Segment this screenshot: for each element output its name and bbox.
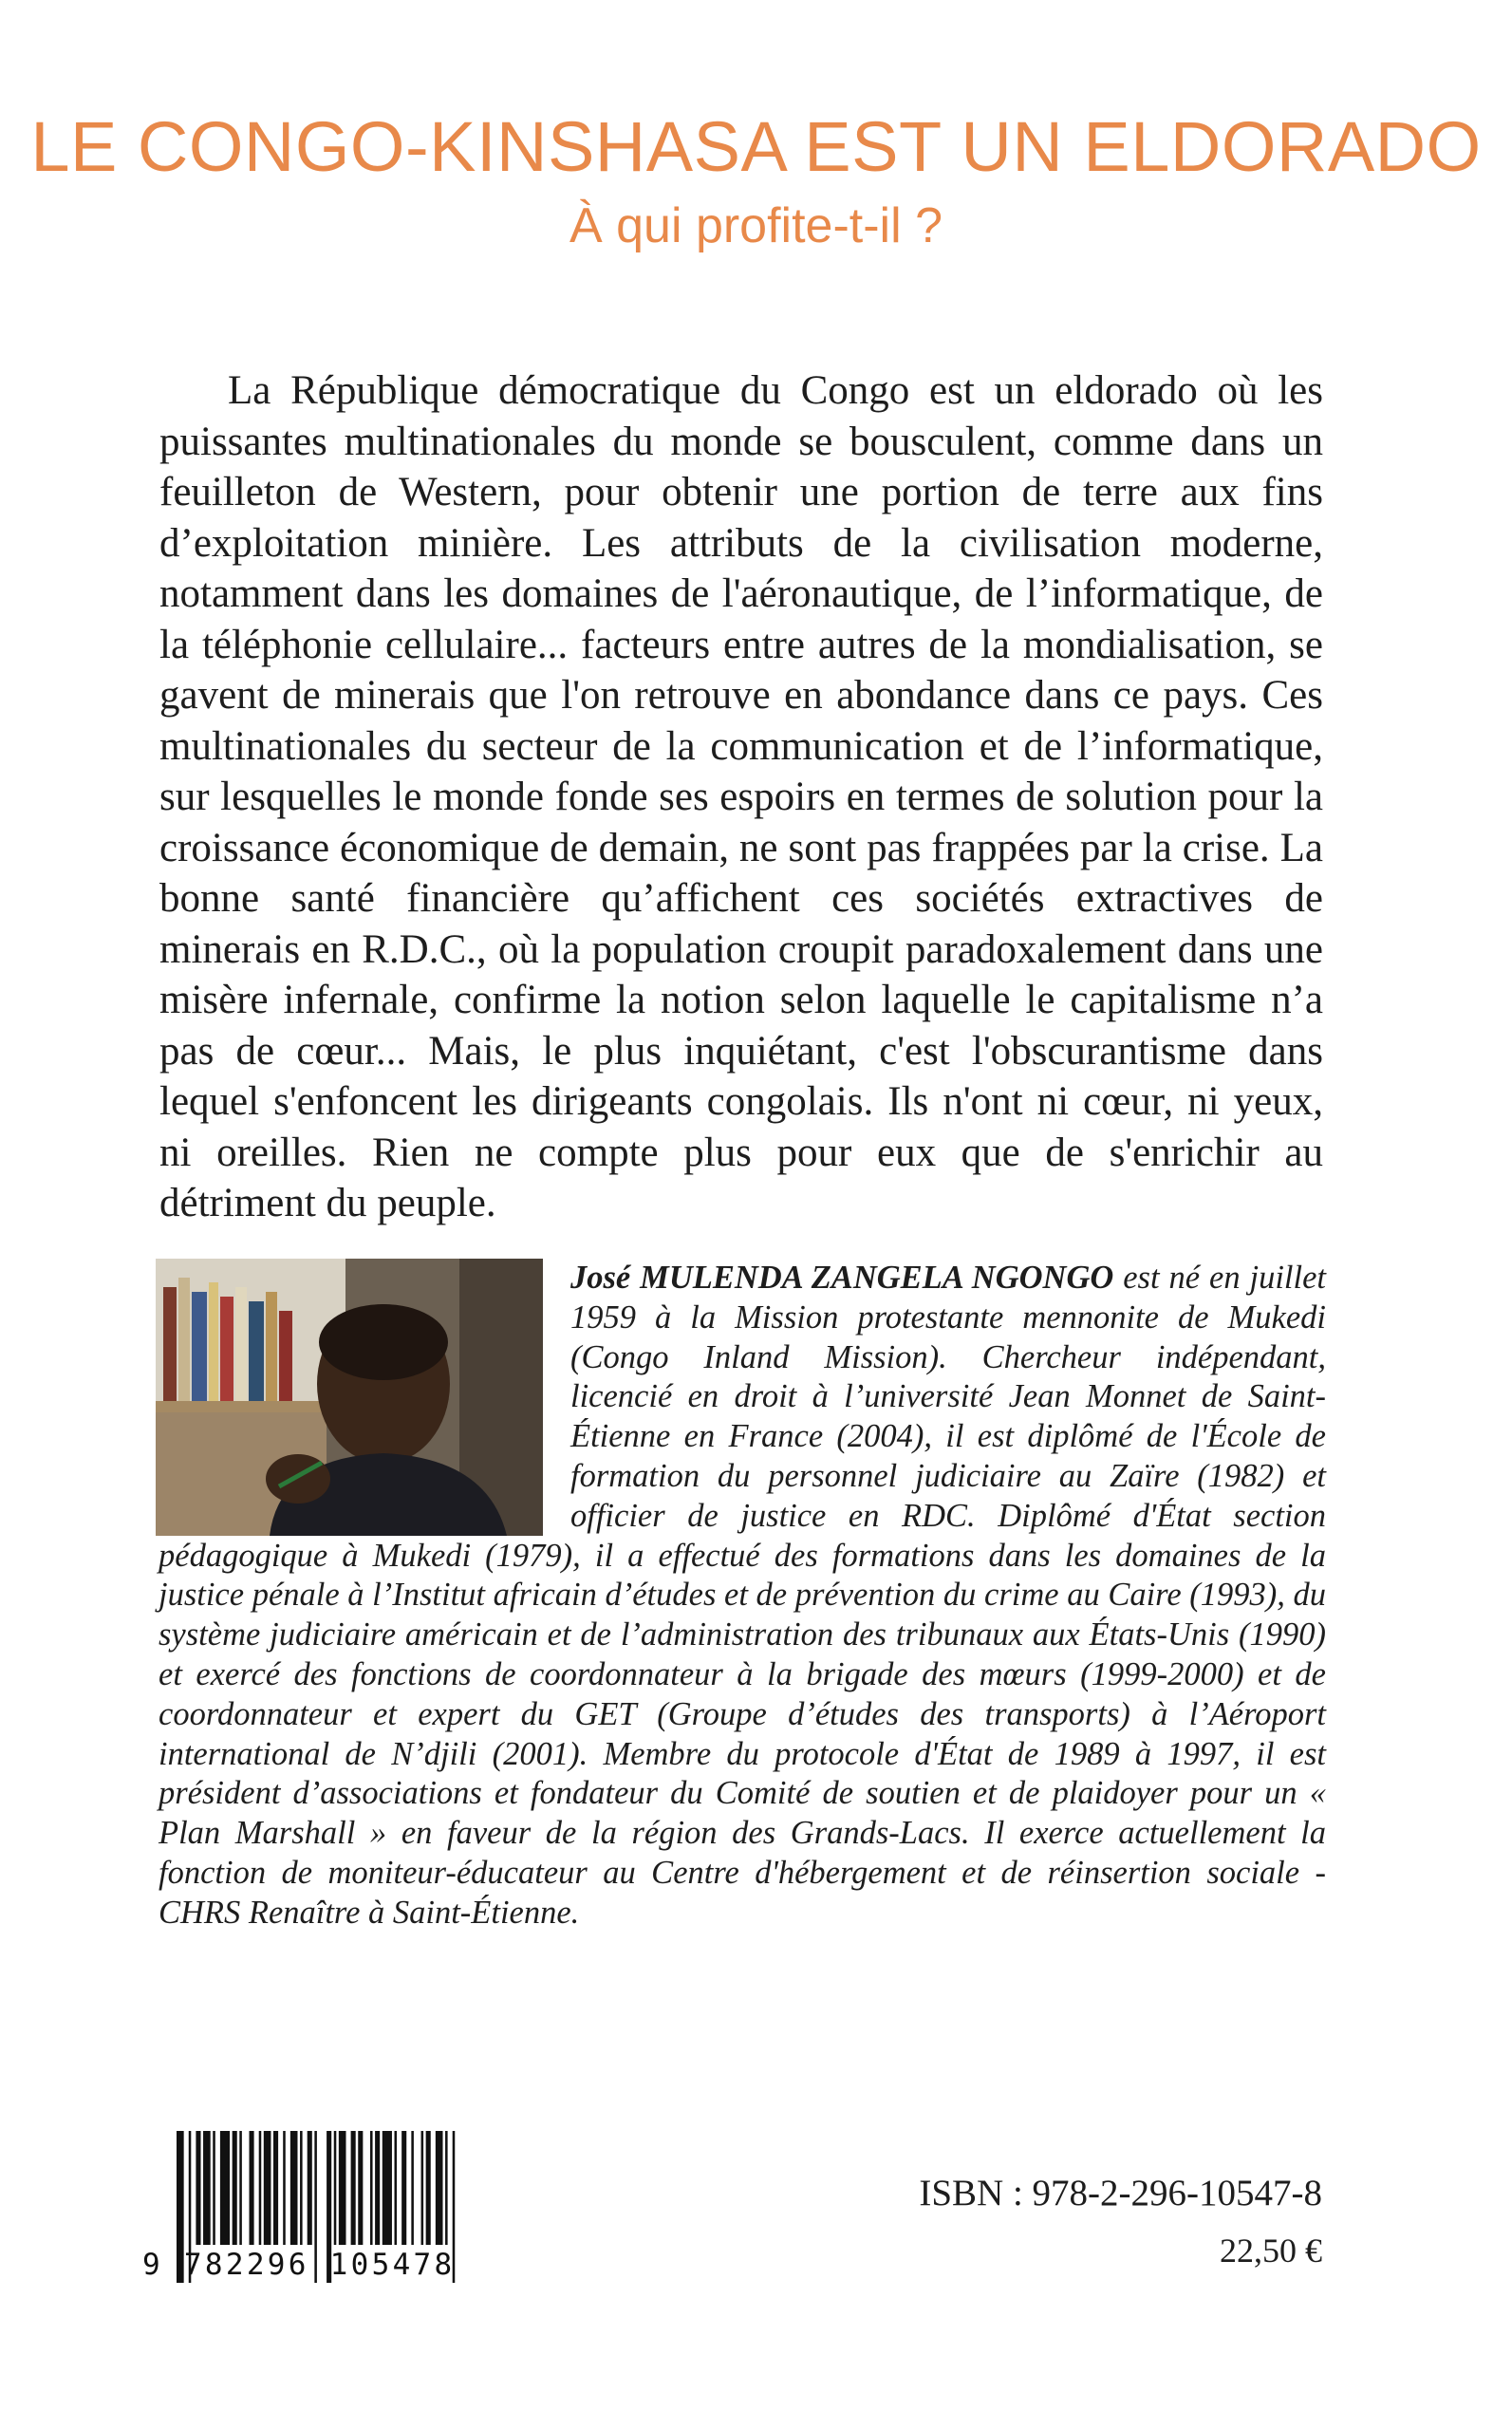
- barcode-bar: [339, 2131, 346, 2245]
- price: 22,50 €: [1220, 2232, 1322, 2270]
- barcode-bar: [283, 2131, 286, 2245]
- author-bio-text: est né en juillet 1959 à la Mission protestante mennonite de Mukedi (Congo Inland Mission). Chercheur indépendant, licencié en droit à l’université Jean Monnet de Saint-Étienne en France (2004), il est diplômé de l'École de formation du personnel judiciaire au Zaïre (1982) et officier de justice en RDC. Diplômé d'État section pédagogique à Mukedi (1979), il a effectué des formations dans les domaines de la justice pénale à l’Institut africain d’études et de prévention du crime au Caire (1993), du système judiciaire américain et de l’administration des tribunaux aux États-Unis (1990) et exercé des fonctions de coordonnateur à la brigade des mœurs (1999-2000) et de coordonnateur et expert du GET (Groupe d’études des transports) à l’Aéroport international de N’djili (2001). Membre du protocole d'État de 1989 à 1997, il est président d’associations et fondateur du Comité de soutien et de plaidoyer pour un « Plan Marshall » en faveur de la région des Grands-Lacs. Il exerce actuellement la fonction de moniteur-éducateur au Centre d'hébergement et de réinsertion sociale - CHRS Renaître à Saint-Étienne.: [159, 1260, 1326, 1931]
- barcode-bar: [290, 2131, 298, 2245]
- barcode-bar: [264, 2131, 271, 2245]
- barcode-digits: 9 782296 105478: [142, 2248, 456, 2282]
- barcode-bar: [426, 2131, 431, 2245]
- barcode-bar: [370, 2131, 373, 2245]
- barcode-bar: [445, 2131, 448, 2245]
- barcode-bar: [395, 2131, 398, 2245]
- barcode-bar: [411, 2131, 414, 2245]
- barcode-bar: [375, 2131, 380, 2245]
- barcode-bar: [308, 2131, 312, 2245]
- barcode-bar: [259, 2131, 262, 2245]
- barcode-bar: [273, 2131, 278, 2245]
- barcode-bar: [351, 2131, 356, 2245]
- barcode-bar: [358, 2131, 363, 2245]
- barcode-bar: [233, 2131, 237, 2245]
- barcode-bar: [196, 2131, 200, 2245]
- isbn: ISBN : 978-2-296-10547-8: [919, 2173, 1322, 2214]
- barcode-bar: [334, 2131, 337, 2245]
- barcode-bar: [250, 2131, 254, 2245]
- barcode-bar: [401, 2131, 406, 2245]
- author-name: José MULENDA ZANGELA NGONGO: [570, 1260, 1114, 1296]
- barcode-bar: [300, 2131, 303, 2245]
- author-bio: [159, 1259, 1326, 1934]
- barcode-bar: [436, 2131, 443, 2245]
- barcode-bar: [421, 2131, 424, 2245]
- barcode-bar: [213, 2131, 215, 2245]
- photo-spacer: [159, 1259, 570, 1536]
- barcode-bar: [203, 2131, 211, 2245]
- barcode-bar: [220, 2131, 230, 2245]
- barcode-bar: [239, 2131, 242, 2245]
- book-subtitle: À qui profite-t-il ?: [569, 198, 943, 253]
- barcode-bar: [383, 2131, 392, 2245]
- book-title: LE CONGO-KINSHASA EST UN ELDORADO: [30, 107, 1482, 186]
- book-summary: La République démocratique du Congo est un eldorado où les puissantes multinationales du monde se bousculent, comme dans un feuilleton de Western, pour obtenir une portion de terre aux fins d’exploitation minière. Les attributs de la civilisation moderne, notamment dans les domaines de l'aéronautique, de l’informatique, de la téléphonie cellulaire... facteurs entre autres de la mondialisation, se gavent de minerais que l'on retrouve en abondance dans ce pays. Ces multinationales du secteur de la communication et de l’informatique, sur lesquelles le monde fonde ses espoirs en termes de solution pour la croissance économique de demain, ne sont pas frappées par la crise. La bonne santé financière qu’affichent ces sociétés extractives de minerais en R.D.C., où la population croupit paradoxalement dans une misère infernale, confirme la notion selon laquelle le capitalisme n’a pas de cœur... Mais, le plus inquiétant, c'est l'obscurantisme dans lequel s'enfoncent les dirigeants congolais. Ils n'ont ni cœur, ni yeux, ni oreilles. Rien ne compte plus pour eux que de s'enrichir au détriment du peuple.: [159, 368, 1323, 1225]
